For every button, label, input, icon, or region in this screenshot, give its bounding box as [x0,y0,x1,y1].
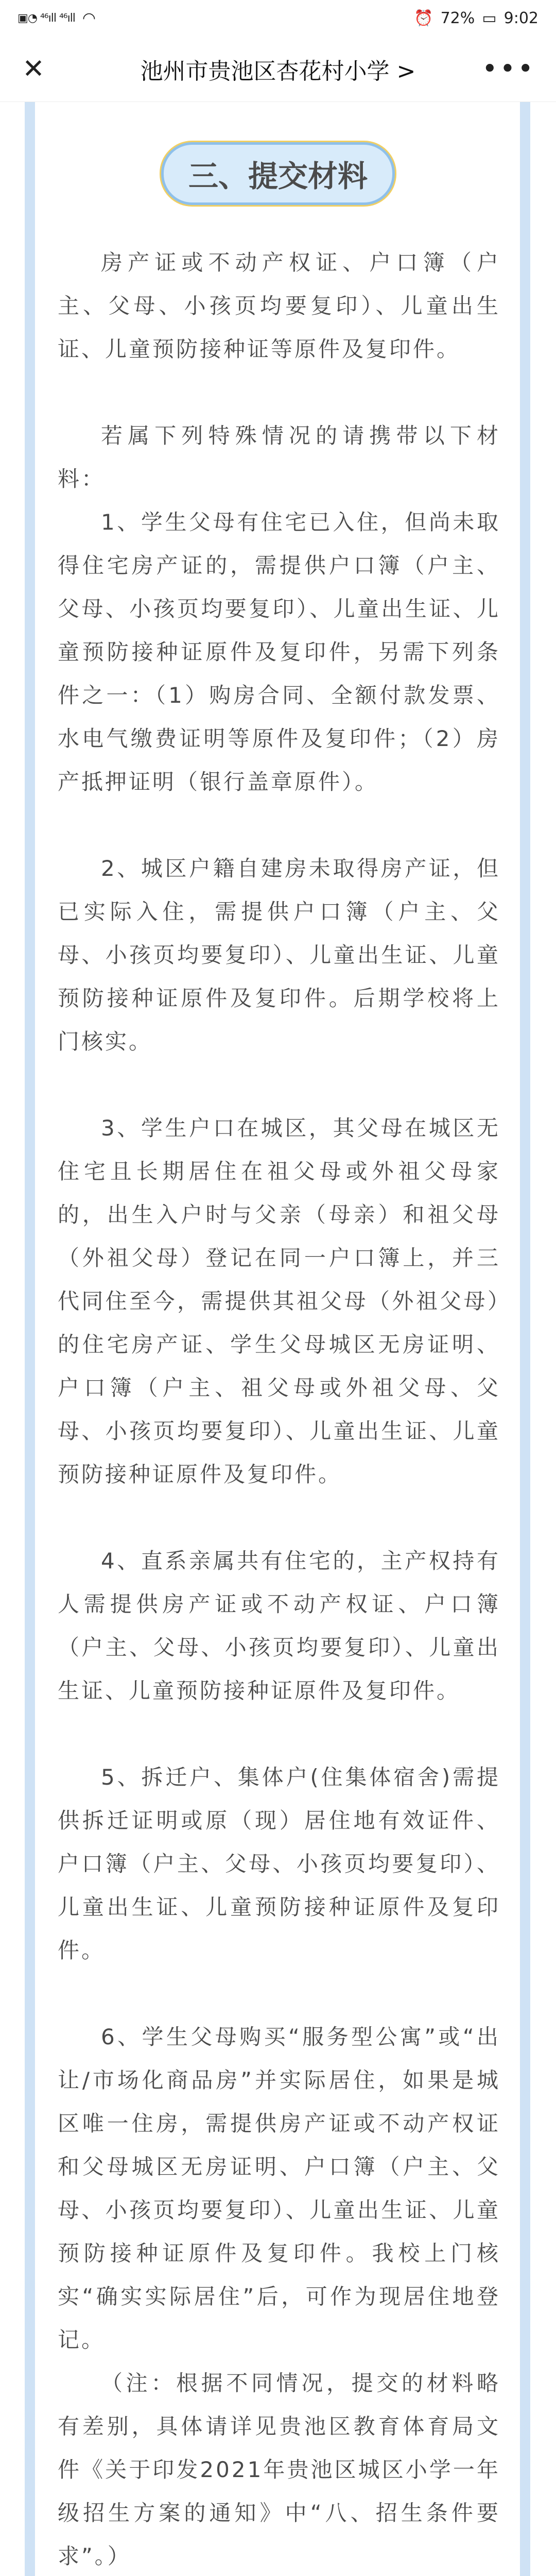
paragraph-case-5: 5、拆迁户、集体户(住集体宿舍)需提供拆迁证明或原（现）居住地有效证件、户口簿（户主、父母、小孩页均要复印）、儿童出生证、儿童预防接种证原件及复印件。 [58,1765,500,1963]
decorative-border-right [520,102,530,2576]
paragraph-required-docs: 房产证或不动产权证、户口簿（户主、父母、小孩页均要复印）、儿童出生证、儿童预防接种证等原件及复印件。 [58,250,500,362]
alarm-icon: ⏰ [414,9,433,27]
nav-bar [0,36,556,102]
paragraph-case-6: 6、学生父母购买“服务型公寓”或“出让/市场化商品房”并实际居住，如果是城区唯一住房，需提供房产证或不动产权证和父母城区无房证明、户口簿（户主、父母、小孩页均要复印）、儿童出生证、儿童预防接种证原件及复印件。我校上门核实“确实实际居住”后，可作为现居住地登记。 [58,2024,500,2352]
battery-percentage: 72% [440,9,475,27]
status-left [18,9,96,27]
clock: 9:02 [503,9,538,27]
paragraph-case-2: 2、城区户籍自建房未取得房产证，但已实际入住，需提供户口簿（户主、父母、小孩页均要复印）、儿童出生证、儿童预防接种证原件及复印件。后期学校将上门核实。 [58,856,500,1054]
paragraph-case-1: 1、学生父母有住宅已入住，但尚未取得住宅房产证的，需提供户口簿（户主、父母、小孩页均要复印）、儿童出生证、儿童预防接种证原件及复印件，另需下列条件之一：（1）购房合同、全额付款发票、水电气缴费证明等原件及复印件；（2）房产抵押证明（银行盖章原件）。 [58,510,500,794]
account-title[interactable]: 池州市贵池区杏花村小学 > [140,58,416,84]
battery-icon: ▭ [482,9,497,27]
article-body [0,102,556,2576]
section-heading-wrap [0,142,556,205]
close-icon[interactable]: ✕ [22,53,45,84]
paragraph-case-4: 4、直系亲属共有住宅的，主产权持有人需提供房产证或不动产权证、户口簿（户主、父母、小孩页均要复印）、儿童出生证、儿童预防接种证原件及复印件。 [58,1548,500,1703]
status-bar [0,0,556,36]
status-right [414,9,538,27]
more-options-icon[interactable]: ••• [481,54,535,84]
paragraph-note: （注：根据不同情况，提交的材料略有差别，具体请详见贵池区教育体育局文件《关于印发2021年贵池区城区小学一年级招生方案的通知》中“八、招生条件要求”。） [58,2370,500,2569]
article-content [58,241,500,2576]
signal-icon: ▣◔ ⁴⁶ıll ⁴⁶ıll [18,11,75,25]
paragraph-special-cases: 若属下列特殊情况的请携带以下材料： [58,423,500,492]
paragraph-case-3: 3、学生户口在城区，其父母在城区无住宅且长期居住在祖父母或外祖父母家的，出生入户时与父亲（母亲）和祖父母（外祖父母）登记在同一户口簿上，并三代同住至今，需提供其祖父母（外祖父母）的住宅房产证、学生父母城区无房证明、户口簿（户主、祖父母或外祖父母、父母、小孩页均要复印）、儿童出生证、儿童预防接种证原件及复印件。 [58,1115,500,1487]
wifi-icon: ◠ [82,9,96,27]
section-heading: 三、提交材料 [161,142,395,205]
decorative-border-left [25,102,35,2576]
